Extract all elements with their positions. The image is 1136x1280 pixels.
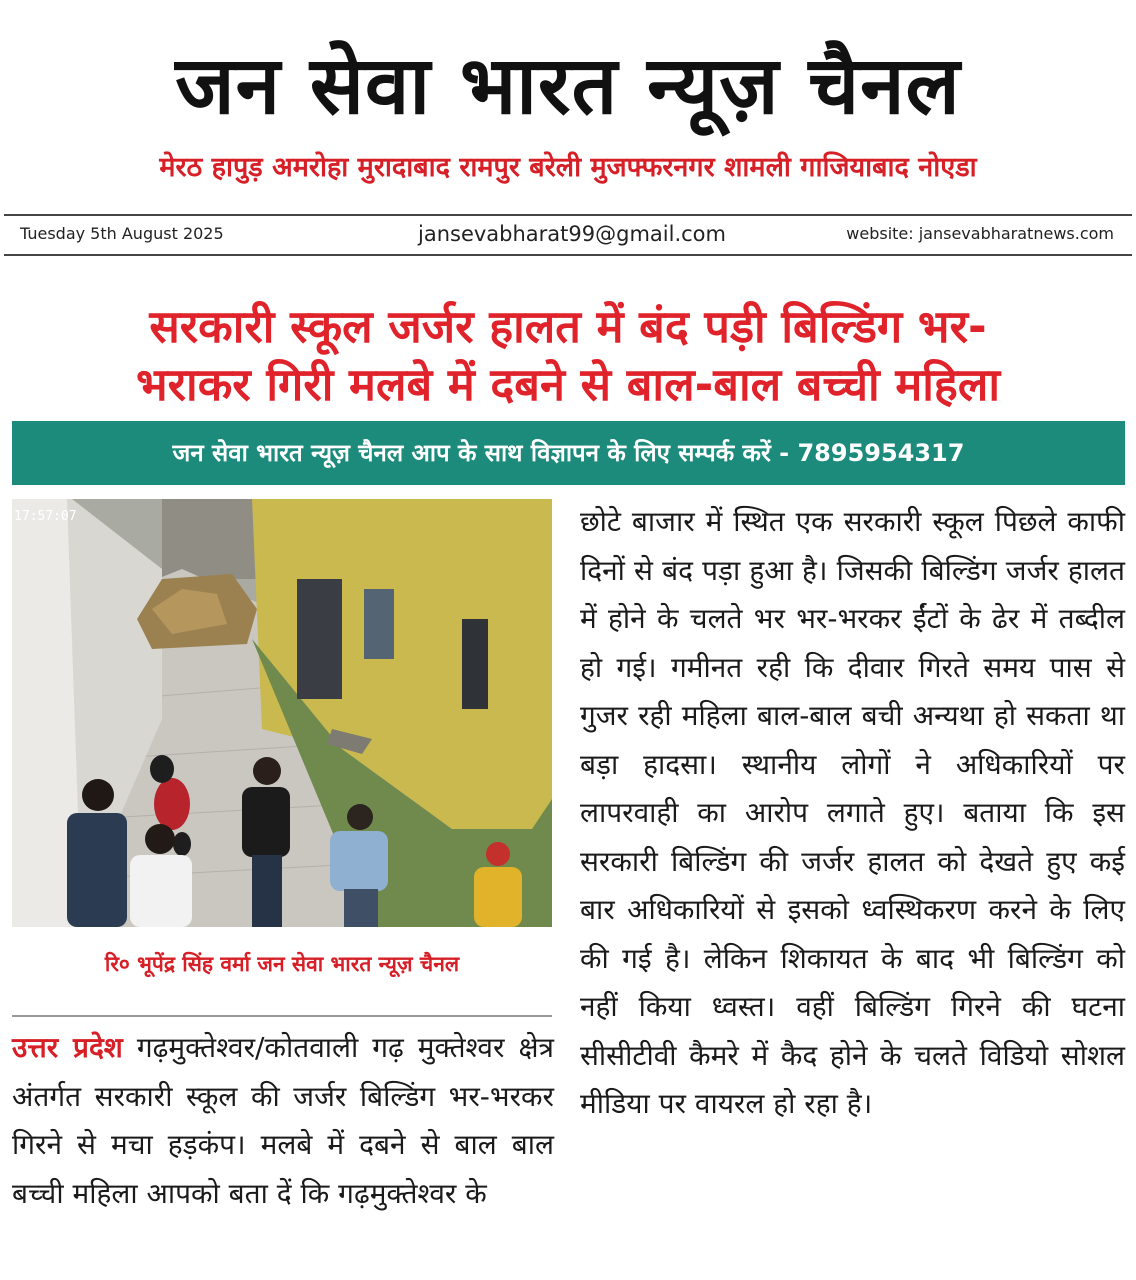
advertisement-bar: जन सेवा भारत न्यूज़ चैनल आप के साथ विज्ञापन के लिए सम्पर्क करें - 7895954317 — [12, 421, 1125, 485]
cities-line: मेरठ हापुड़ अमरोहा मुरादाबाद रामपुर बरेली मुजफ्फरनगर शामली गाजियाबाद नोएडा — [159, 152, 977, 183]
issue-date: Tuesday 5th August 2025 — [20, 224, 224, 243]
article-left-text: गढ़मुक्तेश्वर/कोतवाली गढ़ मुक्तेश्वर क्षेत्र अंतर्गत सरकारी स्कूल की जर्जर बिल्डिंग भर-भरकर गिरने से मचा हड़कंप। मलबे में दबने से बाल बाल बच्ची महिला आपको बता दें कि गढ़मुक्तेश्वर के — [12, 1031, 554, 1210]
headline-line-1: सरकारी स्कूल जर्जर हालत में बंद पड़ी बिल्डिंग भर- — [149, 300, 987, 353]
headline-line-2: भराकर गिरी मलबे में दबने से बाल-बाल बच्ची महिला — [136, 358, 1000, 411]
reporter-credit: रि० भूपेंद्र सिंह वर्मा जन सेवा भारत न्यूज़ चैनल — [104, 952, 460, 976]
contact-email: jansevabharat99@gmail.com — [418, 222, 726, 246]
cctv-scene-illustration — [12, 499, 552, 927]
cctv-photo — [12, 499, 552, 927]
newspaper-title: जन सेवा भारत न्यूज़ चैनल — [175, 39, 961, 132]
masthead — [0, 30, 1136, 188]
website-text: website: jansevabharatnews.com — [846, 224, 1114, 243]
info-bar — [4, 214, 1132, 256]
column-divider — [12, 1015, 552, 1017]
article-left-column — [12, 1024, 554, 1218]
headline — [0, 298, 1136, 414]
dateline-place: उत्तर प्रदेश — [12, 1031, 123, 1064]
article-right-column: छोटे बाजार में स्थित एक सरकारी स्कूल पिछले काफी दिनों से बंद पड़ा हुआ है। जिसकी बिल्डिंग जर्जर हालत में होने के चलते भर भर-भरकर ईंटों के ढेर में तब्दील हो गई। गमीनत रही कि दीवार गिरते समय पास से गुजर रही महिला बाल-बाल बची अन्यथा हो सकता था बड़ा हादसा। स्थानीय लोगों ने अधिकारियों पर लापरवाही का आरोप लगाते हुए। बताया कि इस सरकारी बिल्डिंग की जर्जर हालत को देखते हुए कई बार अधिकारियों से इसको ध्वस्थिकरण करने के लिए की गई है। लेकिन शिकायत के बाद भी बिल्डिंग को नहीं किया ध्वस्त। वहीं बिल्डिंग गिरने की घटना सीसीटीवी कैमरे में कैद होने के चलते विडियो सोशल मीडिया पर वायरल हो रहा है। — [580, 505, 1125, 1120]
cctv-timestamp: 17:57:07 — [14, 509, 77, 524]
